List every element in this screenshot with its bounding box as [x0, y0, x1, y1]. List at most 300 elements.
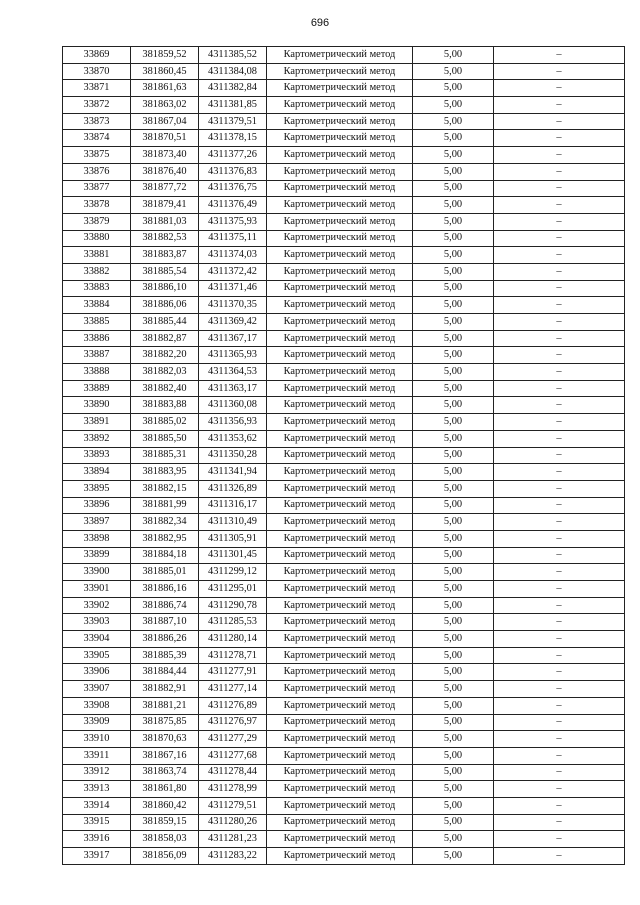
point-number-cell: 33896: [63, 497, 131, 514]
x-coordinate-cell: 381875,85: [131, 714, 199, 731]
x-coordinate-cell: 381883,88: [131, 397, 199, 414]
x-coordinate-cell: 381882,03: [131, 364, 199, 381]
point-number-cell: 33913: [63, 781, 131, 798]
table-row: [63, 614, 625, 631]
y-coordinate-cell: 4311280,26: [199, 814, 267, 831]
x-coordinate-cell: 381863,02: [131, 97, 199, 114]
x-coordinate-cell: 381873,40: [131, 147, 199, 164]
description-cell: –: [494, 130, 625, 147]
y-coordinate-cell: 4311310,49: [199, 514, 267, 531]
description-cell: –: [494, 430, 625, 447]
y-coordinate-cell: 4311295,01: [199, 581, 267, 598]
table-row: [63, 480, 625, 497]
y-coordinate-cell: 4311350,28: [199, 447, 267, 464]
table-row: [63, 330, 625, 347]
point-number-cell: 33909: [63, 714, 131, 731]
table-row: [63, 731, 625, 748]
table-row: [63, 97, 625, 114]
point-number-cell: 33916: [63, 831, 131, 848]
description-cell: –: [494, 380, 625, 397]
table-row: [63, 764, 625, 781]
accuracy-cell: 5,00: [413, 631, 494, 648]
method-cell: Картометрический метод: [267, 697, 413, 714]
x-coordinate-cell: 381860,45: [131, 63, 199, 80]
y-coordinate-cell: 4311276,89: [199, 697, 267, 714]
description-cell: –: [494, 831, 625, 848]
y-coordinate-cell: 4311382,84: [199, 80, 267, 97]
x-coordinate-cell: 381886,26: [131, 631, 199, 648]
y-coordinate-cell: 4311278,71: [199, 647, 267, 664]
table-row: [63, 547, 625, 564]
table-row: [63, 364, 625, 381]
y-coordinate-cell: 4311377,26: [199, 147, 267, 164]
y-coordinate-cell: 4311378,15: [199, 130, 267, 147]
table-row: [63, 263, 625, 280]
accuracy-cell: 5,00: [413, 364, 494, 381]
point-number-cell: 33879: [63, 213, 131, 230]
y-coordinate-cell: 4311326,89: [199, 480, 267, 497]
accuracy-cell: 5,00: [413, 514, 494, 531]
description-cell: –: [494, 764, 625, 781]
method-cell: Картометрический метод: [267, 731, 413, 748]
description-cell: –: [494, 314, 625, 331]
y-coordinate-cell: 4311365,93: [199, 347, 267, 364]
table-row: [63, 797, 625, 814]
table-row: [63, 631, 625, 648]
accuracy-cell: 5,00: [413, 247, 494, 264]
description-cell: –: [494, 614, 625, 631]
x-coordinate-cell: 381882,34: [131, 514, 199, 531]
table-row: [63, 747, 625, 764]
method-cell: Картометрический метод: [267, 597, 413, 614]
description-cell: –: [494, 297, 625, 314]
table-row: [63, 714, 625, 731]
method-cell: Картометрический метод: [267, 297, 413, 314]
description-cell: –: [494, 848, 625, 865]
method-cell: Картометрический метод: [267, 480, 413, 497]
method-cell: Картометрический метод: [267, 414, 413, 431]
method-cell: Картометрический метод: [267, 581, 413, 598]
description-cell: –: [494, 263, 625, 280]
accuracy-cell: 5,00: [413, 380, 494, 397]
point-number-cell: 33907: [63, 681, 131, 698]
accuracy-cell: 5,00: [413, 464, 494, 481]
method-cell: Картометрический метод: [267, 530, 413, 547]
description-cell: –: [494, 664, 625, 681]
accuracy-cell: 5,00: [413, 213, 494, 230]
description-cell: –: [494, 213, 625, 230]
description-cell: –: [494, 714, 625, 731]
method-cell: Картометрический метод: [267, 347, 413, 364]
accuracy-cell: 5,00: [413, 764, 494, 781]
method-cell: Картометрический метод: [267, 163, 413, 180]
point-number-cell: 33890: [63, 397, 131, 414]
x-coordinate-cell: 381879,41: [131, 197, 199, 214]
description-cell: –: [494, 414, 625, 431]
point-number-cell: 33894: [63, 464, 131, 481]
accuracy-cell: 5,00: [413, 497, 494, 514]
y-coordinate-cell: 4311276,97: [199, 714, 267, 731]
x-coordinate-cell: 381886,06: [131, 297, 199, 314]
method-cell: Картометрический метод: [267, 464, 413, 481]
table-row: [63, 297, 625, 314]
point-number-cell: 33872: [63, 97, 131, 114]
method-cell: Картометрический метод: [267, 97, 413, 114]
method-cell: Картометрический метод: [267, 681, 413, 698]
description-cell: –: [494, 147, 625, 164]
description-cell: –: [494, 530, 625, 547]
point-number-cell: 33895: [63, 480, 131, 497]
description-cell: –: [494, 180, 625, 197]
accuracy-cell: 5,00: [413, 564, 494, 581]
method-cell: Картометрический метод: [267, 63, 413, 80]
x-coordinate-cell: 381861,63: [131, 80, 199, 97]
y-coordinate-cell: 4311279,51: [199, 797, 267, 814]
description-cell: –: [494, 97, 625, 114]
method-cell: Картометрический метод: [267, 831, 413, 848]
description-cell: –: [494, 47, 625, 64]
accuracy-cell: 5,00: [413, 480, 494, 497]
point-number-cell: 33902: [63, 597, 131, 614]
y-coordinate-cell: 4311277,91: [199, 664, 267, 681]
x-coordinate-cell: 381858,03: [131, 831, 199, 848]
description-cell: –: [494, 814, 625, 831]
y-coordinate-cell: 4311375,11: [199, 230, 267, 247]
description-cell: –: [494, 647, 625, 664]
accuracy-cell: 5,00: [413, 347, 494, 364]
table-row: [63, 63, 625, 80]
method-cell: Картометрический метод: [267, 614, 413, 631]
point-number-cell: 33889: [63, 380, 131, 397]
table-row: [63, 147, 625, 164]
y-coordinate-cell: 4311277,68: [199, 747, 267, 764]
accuracy-cell: 5,00: [413, 848, 494, 865]
accuracy-cell: 5,00: [413, 747, 494, 764]
method-cell: Картометрический метод: [267, 564, 413, 581]
description-cell: –: [494, 731, 625, 748]
x-coordinate-cell: 381885,50: [131, 430, 199, 447]
point-number-cell: 33903: [63, 614, 131, 631]
point-number-cell: 33883: [63, 280, 131, 297]
x-coordinate-cell: 381859,15: [131, 814, 199, 831]
accuracy-cell: 5,00: [413, 430, 494, 447]
table-row: [63, 697, 625, 714]
description-cell: –: [494, 330, 625, 347]
method-cell: Картометрический метод: [267, 848, 413, 865]
method-cell: Картометрический метод: [267, 80, 413, 97]
point-number-cell: 33877: [63, 180, 131, 197]
y-coordinate-cell: 4311305,91: [199, 530, 267, 547]
accuracy-cell: 5,00: [413, 113, 494, 130]
description-cell: –: [494, 113, 625, 130]
method-cell: Картометрический метод: [267, 547, 413, 564]
y-coordinate-cell: 4311316,17: [199, 497, 267, 514]
x-coordinate-cell: 381883,87: [131, 247, 199, 264]
y-coordinate-cell: 4311360,08: [199, 397, 267, 414]
y-coordinate-cell: 4311301,45: [199, 547, 267, 564]
table-row: [63, 447, 625, 464]
description-cell: –: [494, 681, 625, 698]
method-cell: Картометрический метод: [267, 247, 413, 264]
point-number-cell: 33898: [63, 530, 131, 547]
method-cell: Картометрический метод: [267, 130, 413, 147]
table-row: [63, 831, 625, 848]
accuracy-cell: 5,00: [413, 814, 494, 831]
table-row: [63, 280, 625, 297]
coordinates-table-body: [63, 47, 625, 865]
y-coordinate-cell: 4311341,94: [199, 464, 267, 481]
accuracy-cell: 5,00: [413, 647, 494, 664]
table-row: [63, 163, 625, 180]
y-coordinate-cell: 4311353,62: [199, 430, 267, 447]
y-coordinate-cell: 4311363,17: [199, 380, 267, 397]
accuracy-cell: 5,00: [413, 530, 494, 547]
y-coordinate-cell: 4311371,46: [199, 280, 267, 297]
point-number-cell: 33910: [63, 731, 131, 748]
x-coordinate-cell: 381870,51: [131, 130, 199, 147]
description-cell: –: [494, 480, 625, 497]
x-coordinate-cell: 381882,53: [131, 230, 199, 247]
method-cell: Картометрический метод: [267, 180, 413, 197]
table-row: [63, 230, 625, 247]
point-number-cell: 33873: [63, 113, 131, 130]
accuracy-cell: 5,00: [413, 330, 494, 347]
x-coordinate-cell: 381886,16: [131, 581, 199, 598]
table-row: [63, 430, 625, 447]
table-row: [63, 581, 625, 598]
x-coordinate-cell: 381859,52: [131, 47, 199, 64]
accuracy-cell: 5,00: [413, 197, 494, 214]
point-number-cell: 33906: [63, 664, 131, 681]
y-coordinate-cell: 4311376,75: [199, 180, 267, 197]
y-coordinate-cell: 4311376,83: [199, 163, 267, 180]
table-row: [63, 681, 625, 698]
x-coordinate-cell: 381885,44: [131, 314, 199, 331]
accuracy-cell: 5,00: [413, 447, 494, 464]
point-number-cell: 33874: [63, 130, 131, 147]
method-cell: Картометрический метод: [267, 430, 413, 447]
description-cell: –: [494, 447, 625, 464]
accuracy-cell: 5,00: [413, 280, 494, 297]
table-row: [63, 130, 625, 147]
point-number-cell: 33908: [63, 697, 131, 714]
x-coordinate-cell: 381882,15: [131, 480, 199, 497]
accuracy-cell: 5,00: [413, 797, 494, 814]
accuracy-cell: 5,00: [413, 614, 494, 631]
method-cell: Картометрический метод: [267, 330, 413, 347]
accuracy-cell: 5,00: [413, 831, 494, 848]
y-coordinate-cell: 4311385,52: [199, 47, 267, 64]
table-row: [63, 213, 625, 230]
method-cell: Картометрический метод: [267, 364, 413, 381]
x-coordinate-cell: 381876,40: [131, 163, 199, 180]
x-coordinate-cell: 381881,21: [131, 697, 199, 714]
description-cell: –: [494, 163, 625, 180]
description-cell: –: [494, 280, 625, 297]
accuracy-cell: 5,00: [413, 80, 494, 97]
description-cell: –: [494, 581, 625, 598]
table-row: [63, 247, 625, 264]
method-cell: Картометрический метод: [267, 781, 413, 798]
table-row: [63, 380, 625, 397]
y-coordinate-cell: 4311369,42: [199, 314, 267, 331]
coordinates-table: [62, 46, 625, 865]
x-coordinate-cell: 381882,91: [131, 681, 199, 698]
point-number-cell: 33891: [63, 414, 131, 431]
table-row: [63, 314, 625, 331]
description-cell: –: [494, 597, 625, 614]
accuracy-cell: 5,00: [413, 731, 494, 748]
method-cell: Картометрический метод: [267, 263, 413, 280]
description-cell: –: [494, 797, 625, 814]
method-cell: Картометрический метод: [267, 797, 413, 814]
accuracy-cell: 5,00: [413, 263, 494, 280]
point-number-cell: 33884: [63, 297, 131, 314]
table-row: [63, 180, 625, 197]
table-row: [63, 414, 625, 431]
point-number-cell: 33917: [63, 848, 131, 865]
table-row: [63, 597, 625, 614]
description-cell: –: [494, 497, 625, 514]
description-cell: –: [494, 514, 625, 531]
method-cell: Картометрический метод: [267, 380, 413, 397]
y-coordinate-cell: 4311376,49: [199, 197, 267, 214]
method-cell: Картометрический метод: [267, 447, 413, 464]
accuracy-cell: 5,00: [413, 130, 494, 147]
y-coordinate-cell: 4311372,42: [199, 263, 267, 280]
table-row: [63, 464, 625, 481]
x-coordinate-cell: 381886,74: [131, 597, 199, 614]
table-row: [63, 197, 625, 214]
y-coordinate-cell: 4311299,12: [199, 564, 267, 581]
y-coordinate-cell: 4311367,17: [199, 330, 267, 347]
description-cell: –: [494, 347, 625, 364]
y-coordinate-cell: 4311277,29: [199, 731, 267, 748]
table-row: [63, 530, 625, 547]
point-number-cell: 33887: [63, 347, 131, 364]
accuracy-cell: 5,00: [413, 664, 494, 681]
method-cell: Картометрический метод: [267, 747, 413, 764]
point-number-cell: 33881: [63, 247, 131, 264]
y-coordinate-cell: 4311277,14: [199, 681, 267, 698]
method-cell: Картометрический метод: [267, 647, 413, 664]
y-coordinate-cell: 4311356,93: [199, 414, 267, 431]
x-coordinate-cell: 381885,02: [131, 414, 199, 431]
method-cell: Картометрический метод: [267, 280, 413, 297]
method-cell: Картометрический метод: [267, 397, 413, 414]
x-coordinate-cell: 381867,16: [131, 747, 199, 764]
description-cell: –: [494, 747, 625, 764]
accuracy-cell: 5,00: [413, 414, 494, 431]
x-coordinate-cell: 381860,42: [131, 797, 199, 814]
x-coordinate-cell: 381867,04: [131, 113, 199, 130]
accuracy-cell: 5,00: [413, 697, 494, 714]
x-coordinate-cell: 381885,39: [131, 647, 199, 664]
point-number-cell: 33882: [63, 263, 131, 280]
accuracy-cell: 5,00: [413, 681, 494, 698]
table-row: [63, 80, 625, 97]
x-coordinate-cell: 381877,72: [131, 180, 199, 197]
description-cell: –: [494, 364, 625, 381]
method-cell: Картометрический метод: [267, 631, 413, 648]
point-number-cell: 33893: [63, 447, 131, 464]
description-cell: –: [494, 631, 625, 648]
point-number-cell: 33899: [63, 547, 131, 564]
x-coordinate-cell: 381870,63: [131, 731, 199, 748]
point-number-cell: 33914: [63, 797, 131, 814]
table-row: [63, 781, 625, 798]
description-cell: –: [494, 63, 625, 80]
y-coordinate-cell: 4311283,22: [199, 848, 267, 865]
y-coordinate-cell: 4311281,23: [199, 831, 267, 848]
accuracy-cell: 5,00: [413, 547, 494, 564]
accuracy-cell: 5,00: [413, 781, 494, 798]
accuracy-cell: 5,00: [413, 714, 494, 731]
accuracy-cell: 5,00: [413, 97, 494, 114]
description-cell: –: [494, 781, 625, 798]
method-cell: Картометрический метод: [267, 197, 413, 214]
method-cell: Картометрический метод: [267, 497, 413, 514]
method-cell: Картометрический метод: [267, 714, 413, 731]
accuracy-cell: 5,00: [413, 47, 494, 64]
table-row: [63, 113, 625, 130]
point-number-cell: 33915: [63, 814, 131, 831]
method-cell: Картометрический метод: [267, 514, 413, 531]
method-cell: Картометрический метод: [267, 230, 413, 247]
accuracy-cell: 5,00: [413, 163, 494, 180]
table-row: [63, 497, 625, 514]
y-coordinate-cell: 4311374,03: [199, 247, 267, 264]
description-cell: –: [494, 397, 625, 414]
accuracy-cell: 5,00: [413, 230, 494, 247]
point-number-cell: 33880: [63, 230, 131, 247]
x-coordinate-cell: 381885,01: [131, 564, 199, 581]
accuracy-cell: 5,00: [413, 147, 494, 164]
x-coordinate-cell: 381885,31: [131, 447, 199, 464]
table-row: [63, 814, 625, 831]
x-coordinate-cell: 381886,10: [131, 280, 199, 297]
x-coordinate-cell: 381887,10: [131, 614, 199, 631]
point-number-cell: 33904: [63, 631, 131, 648]
y-coordinate-cell: 4311379,51: [199, 113, 267, 130]
x-coordinate-cell: 381881,03: [131, 213, 199, 230]
point-number-cell: 33869: [63, 47, 131, 64]
method-cell: Картометрический метод: [267, 814, 413, 831]
point-number-cell: 33897: [63, 514, 131, 531]
y-coordinate-cell: 4311381,85: [199, 97, 267, 114]
point-number-cell: 33878: [63, 197, 131, 214]
method-cell: Картометрический метод: [267, 47, 413, 64]
x-coordinate-cell: 381863,74: [131, 764, 199, 781]
table-row: [63, 848, 625, 865]
table-row: [63, 347, 625, 364]
table-row: [63, 664, 625, 681]
x-coordinate-cell: 381856,09: [131, 848, 199, 865]
point-number-cell: 33911: [63, 747, 131, 764]
point-number-cell: 33870: [63, 63, 131, 80]
y-coordinate-cell: 4311364,53: [199, 364, 267, 381]
y-coordinate-cell: 4311384,08: [199, 63, 267, 80]
description-cell: –: [494, 697, 625, 714]
y-coordinate-cell: 4311290,78: [199, 597, 267, 614]
method-cell: Картометрический метод: [267, 213, 413, 230]
table-row: [63, 564, 625, 581]
x-coordinate-cell: 381882,95: [131, 530, 199, 547]
method-cell: Картометрический метод: [267, 147, 413, 164]
y-coordinate-cell: 4311370,35: [199, 297, 267, 314]
accuracy-cell: 5,00: [413, 597, 494, 614]
page-number: 696: [310, 17, 330, 29]
